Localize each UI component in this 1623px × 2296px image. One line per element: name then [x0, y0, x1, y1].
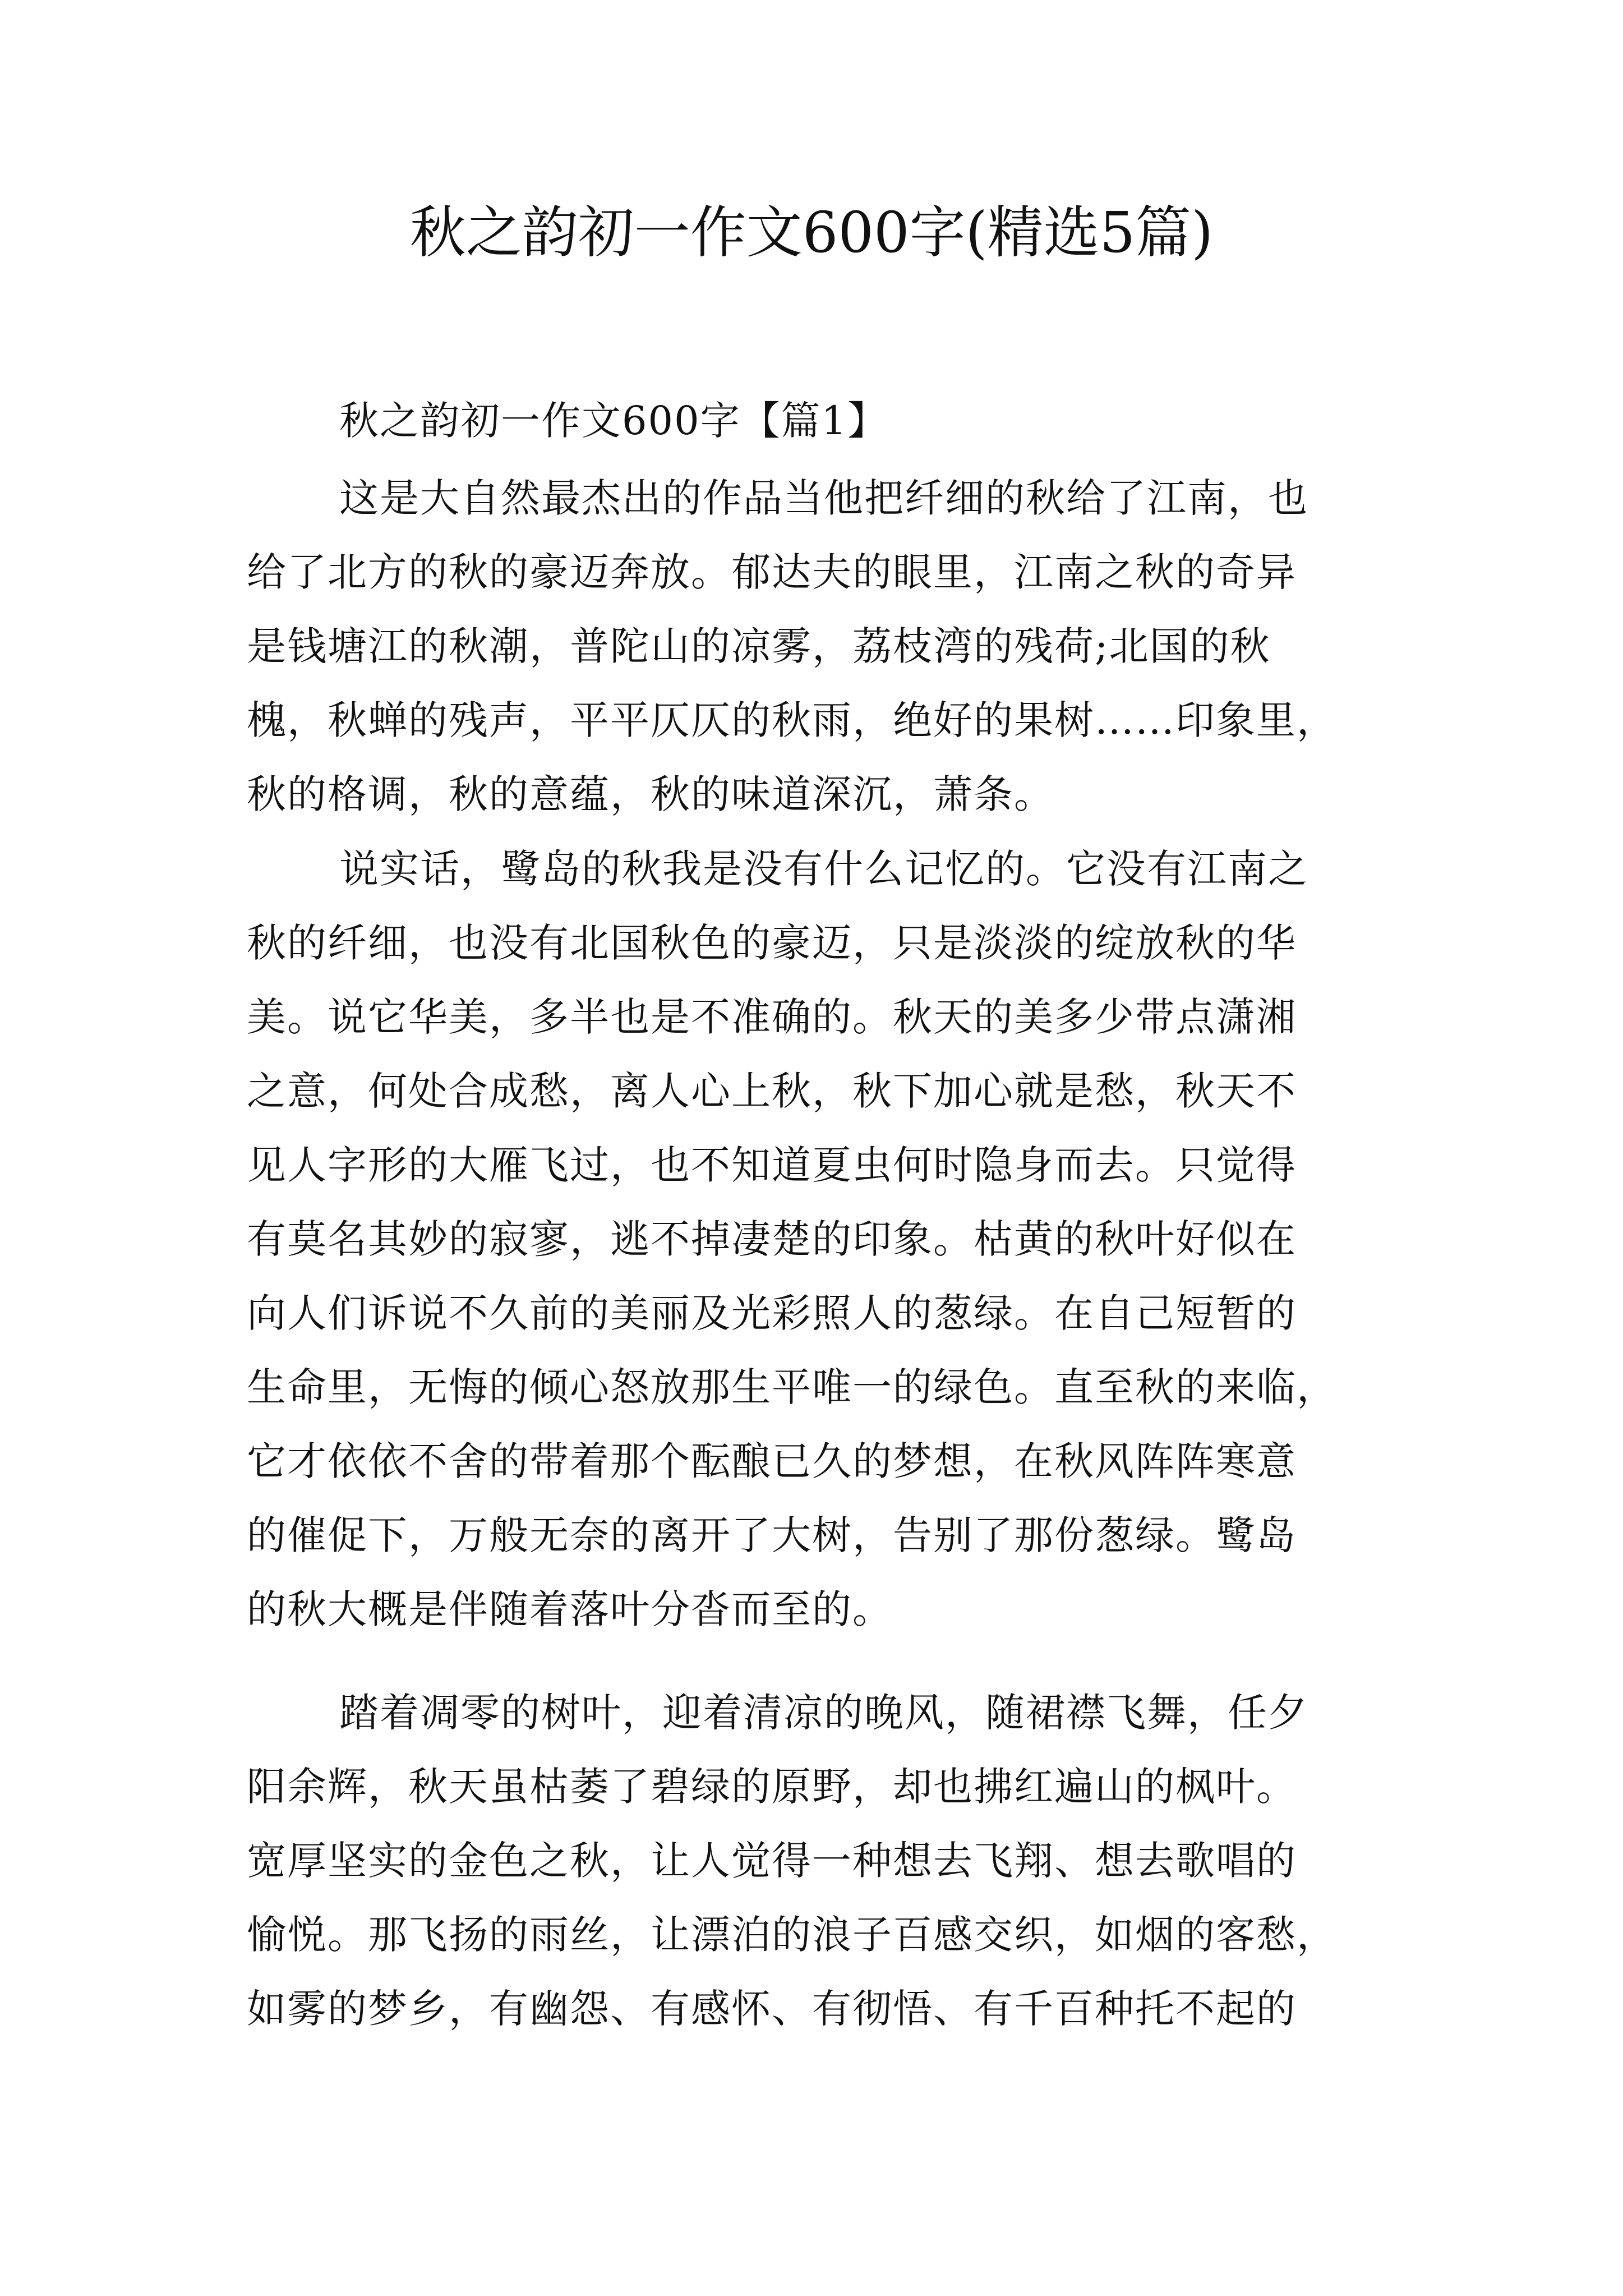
paragraph-line: 的秋大概是伴随着落叶分沓而至的。: [247, 1586, 893, 1632]
paragraph-line: 说实话，鹭岛的秋我是没有什么记忆的。它没有江南之: [339, 846, 1308, 892]
paragraph-line: 它才依依不舍的带着那个酝酿已久的梦想，在秋风阵阵寒意: [247, 1438, 1297, 1484]
paragraph-line: 给了北方的秋的豪迈奔放。郁达夫的眼里，江南之秋的奇异: [247, 549, 1297, 595]
paragraph-line: 这是大自然最杰出的作品当他把纤细的秋给了江南，也: [339, 475, 1308, 521]
paragraph-line: 向人们诉说不久前的美丽及光彩照人的葱绿。在自己短暂的: [247, 1290, 1297, 1336]
document-title: 秋之韵初一作文600字(精选5篇): [409, 200, 1214, 265]
paragraph-line: 愉悦。那飞扬的雨丝，让漂泊的浪子百感交织，如烟的客愁，: [247, 1912, 1337, 1958]
paragraph-line: 之意，何处合成愁，离人心上秋，秋下加心就是愁，秋天不: [247, 1068, 1297, 1114]
paragraph-line: 美。说它华美，多半也是不准确的。秋天的美多少带点潇湘: [247, 994, 1297, 1040]
paragraph-line: 阳余辉，秋天虽枯萎了碧绿的原野，却也拂红遍山的枫叶。: [247, 1764, 1297, 1810]
paragraph-line: 踏着凋零的树叶，迎着清凉的晚风，随裙襟飞舞，任夕: [339, 1690, 1308, 1736]
section-heading: 秋之韵初一作文600字【篇1】: [339, 398, 888, 444]
paragraph-line: 如雾的梦乡，有幽怨、有感怀、有彻悟、有千百种托不起的: [247, 1986, 1297, 2032]
paragraph-line: 生命里，无悔的倾心怒放那生平唯一的绿色。直至秋的来临，: [247, 1364, 1337, 1410]
paragraph-line: 宽厚坚实的金色之秋，让人觉得一种想去飞翔、想去歌唱的: [247, 1838, 1297, 1884]
paragraph-line: 是钱塘江的秋潮，普陀山的凉雾，荔枝湾的残荷;北国的秋: [247, 623, 1271, 669]
paragraph-line: 见人字形的大雁飞过，也不知道夏虫何时隐身而去。只觉得: [247, 1142, 1297, 1188]
paragraph-line: 秋的格调，秋的意蕴，秋的味道深沉，萧条。: [247, 771, 1054, 817]
paragraph-line: 槐，秋蝉的残声，平平仄仄的秋雨，绝好的果树……印象里，: [247, 697, 1337, 743]
paragraph-line: 秋的纤细，也没有北国秋色的豪迈，只是淡淡的绽放秋的华: [247, 920, 1297, 966]
paragraph-line: 有莫名其妙的寂寥，逃不掉凄楚的印象。枯黄的秋叶好似在: [247, 1216, 1297, 1262]
paragraph-line: 的催促下，万般无奈的离开了大树，告别了那份葱绿。鹭岛: [247, 1512, 1297, 1558]
